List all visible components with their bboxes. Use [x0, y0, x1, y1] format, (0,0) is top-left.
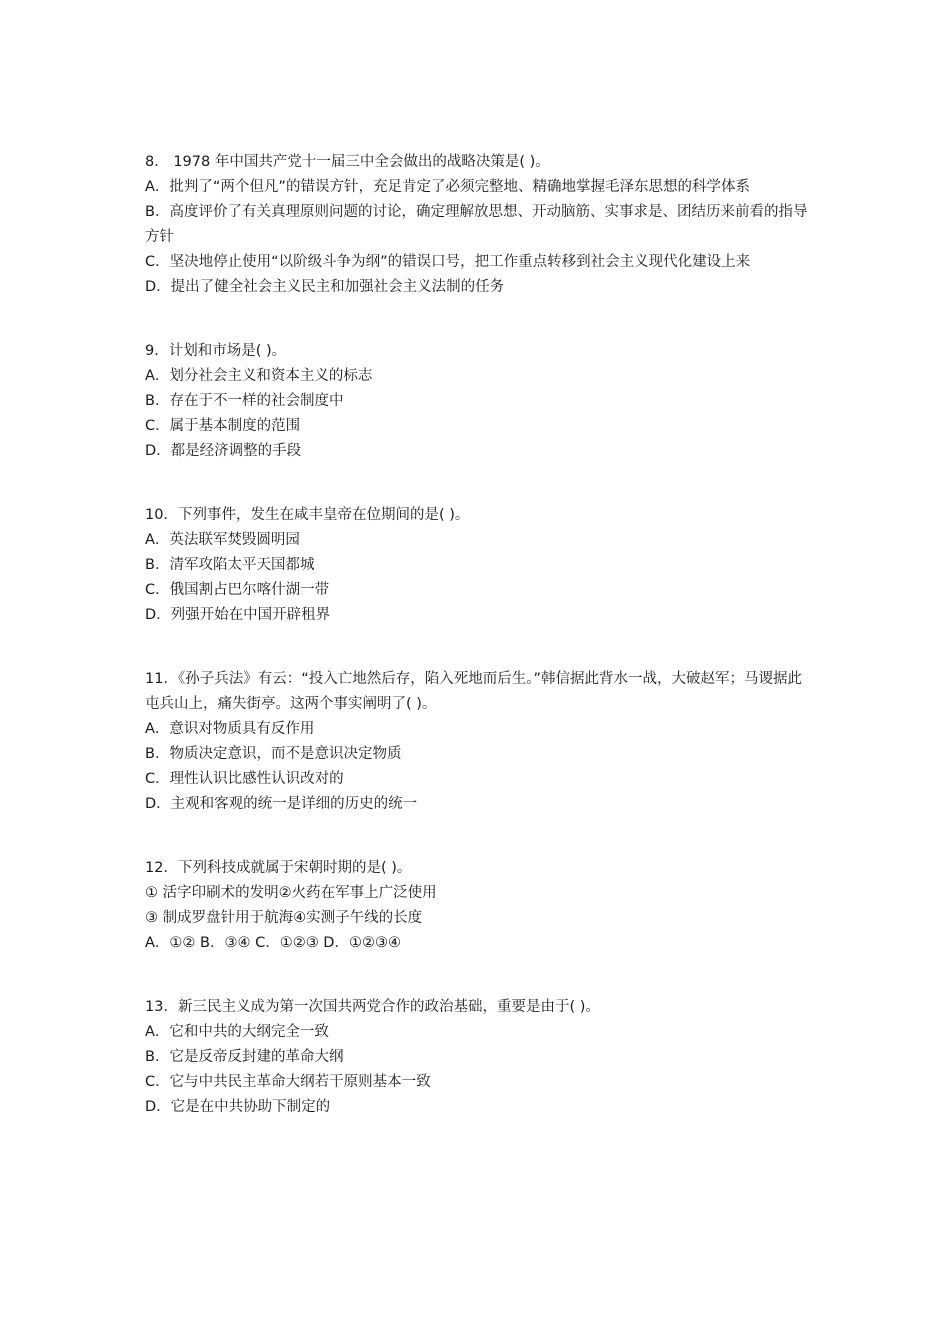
option-d: D．列强开始在中国开辟租界: [145, 607, 331, 623]
option-d: D．都是经济调整的手段: [145, 443, 302, 459]
question-13: [145, 995, 810, 1120]
question-stem: 12．下列科技成就属于宋朝时期的是( )。: [145, 860, 412, 876]
option-a: A．划分社会主义和资本主义的标志: [145, 368, 373, 384]
question-stem: 9．计划和市场是( )。: [145, 343, 287, 359]
option-b: B．清军攻陷太平天国都城: [145, 557, 315, 573]
option-a: A．意识对物质具有反作用: [145, 721, 315, 737]
statement-line: ① 活字印刷术的发明②火药在军事上广泛使用: [145, 885, 437, 901]
option-a: A．英法联军焚毁圆明园: [145, 532, 300, 548]
option-c: C．坚决地停止使用“以阶级斗争为纲”的错误口号，把工作重点转移到社会主义现代化建设上来: [145, 254, 751, 270]
option-a: A．批判了“两个但凡”的错误方针，充足肯定了必须完整地、精确地掌握毛泽东思想的科学体系: [145, 179, 750, 195]
statement-line: ③ 制成罗盘针用于航海④实测子午线的长度: [145, 910, 423, 926]
option-b: B．存在于不一样的社会制度中: [145, 393, 344, 409]
question-stem: 10．下列事件，发生在咸丰皇帝在位期间的是( )。: [145, 507, 470, 523]
option-d: D．它是在中共协助下制定的: [145, 1099, 331, 1115]
question-stem: 8． 1978 年中国共产党十一届三中全会做出的战略决策是( )。: [145, 154, 550, 170]
option-a: A．它和中共的大纲完全一致: [145, 1024, 329, 1040]
option-c: C．它与中共民主革命大纲若干原则基本一致: [145, 1074, 431, 1090]
question-9: [145, 339, 810, 464]
option-b: B．物质决定意识，而不是意识决定物质: [145, 746, 402, 762]
option-c: C．俄国割占巴尔喀什湖一带: [145, 582, 330, 598]
option-c: C．理性认识比感性认识改对的: [145, 771, 344, 787]
question-8: [145, 150, 810, 300]
document-page: [145, 150, 810, 1159]
option-b: B．它是反帝反封建的革命大纲: [145, 1049, 344, 1065]
question-11: [145, 667, 810, 817]
option-d: D．主观和客观的统一是详细的历史的统一: [145, 796, 418, 812]
option-b: B．高度评价了有关真理原则问题的讨论，确定理解放思想、开动脑筋、实事求是、团结历来前看的指导方针: [145, 204, 808, 245]
options-line: A．①② B．③④ C．①②③ D．①②③④: [145, 935, 401, 951]
question-stem: 11．《孙子兵法》有云：“投入亡地然后存，陷入死地而后生。”韩信据此背水一战，大破赵军；马谡据此屯兵山上，痛失街亭。这两个事实阐明了( )。: [145, 671, 802, 712]
question-12: [145, 856, 810, 956]
question-10: [145, 503, 810, 628]
option-c: C．属于基本制度的范围: [145, 418, 301, 434]
question-stem: 13．新三民主义成为第一次国共两党合作的政治基础，重要是由于( )。: [145, 999, 600, 1015]
option-d: D．提出了健全社会主义民主和加强社会主义法制的任务: [145, 279, 505, 295]
